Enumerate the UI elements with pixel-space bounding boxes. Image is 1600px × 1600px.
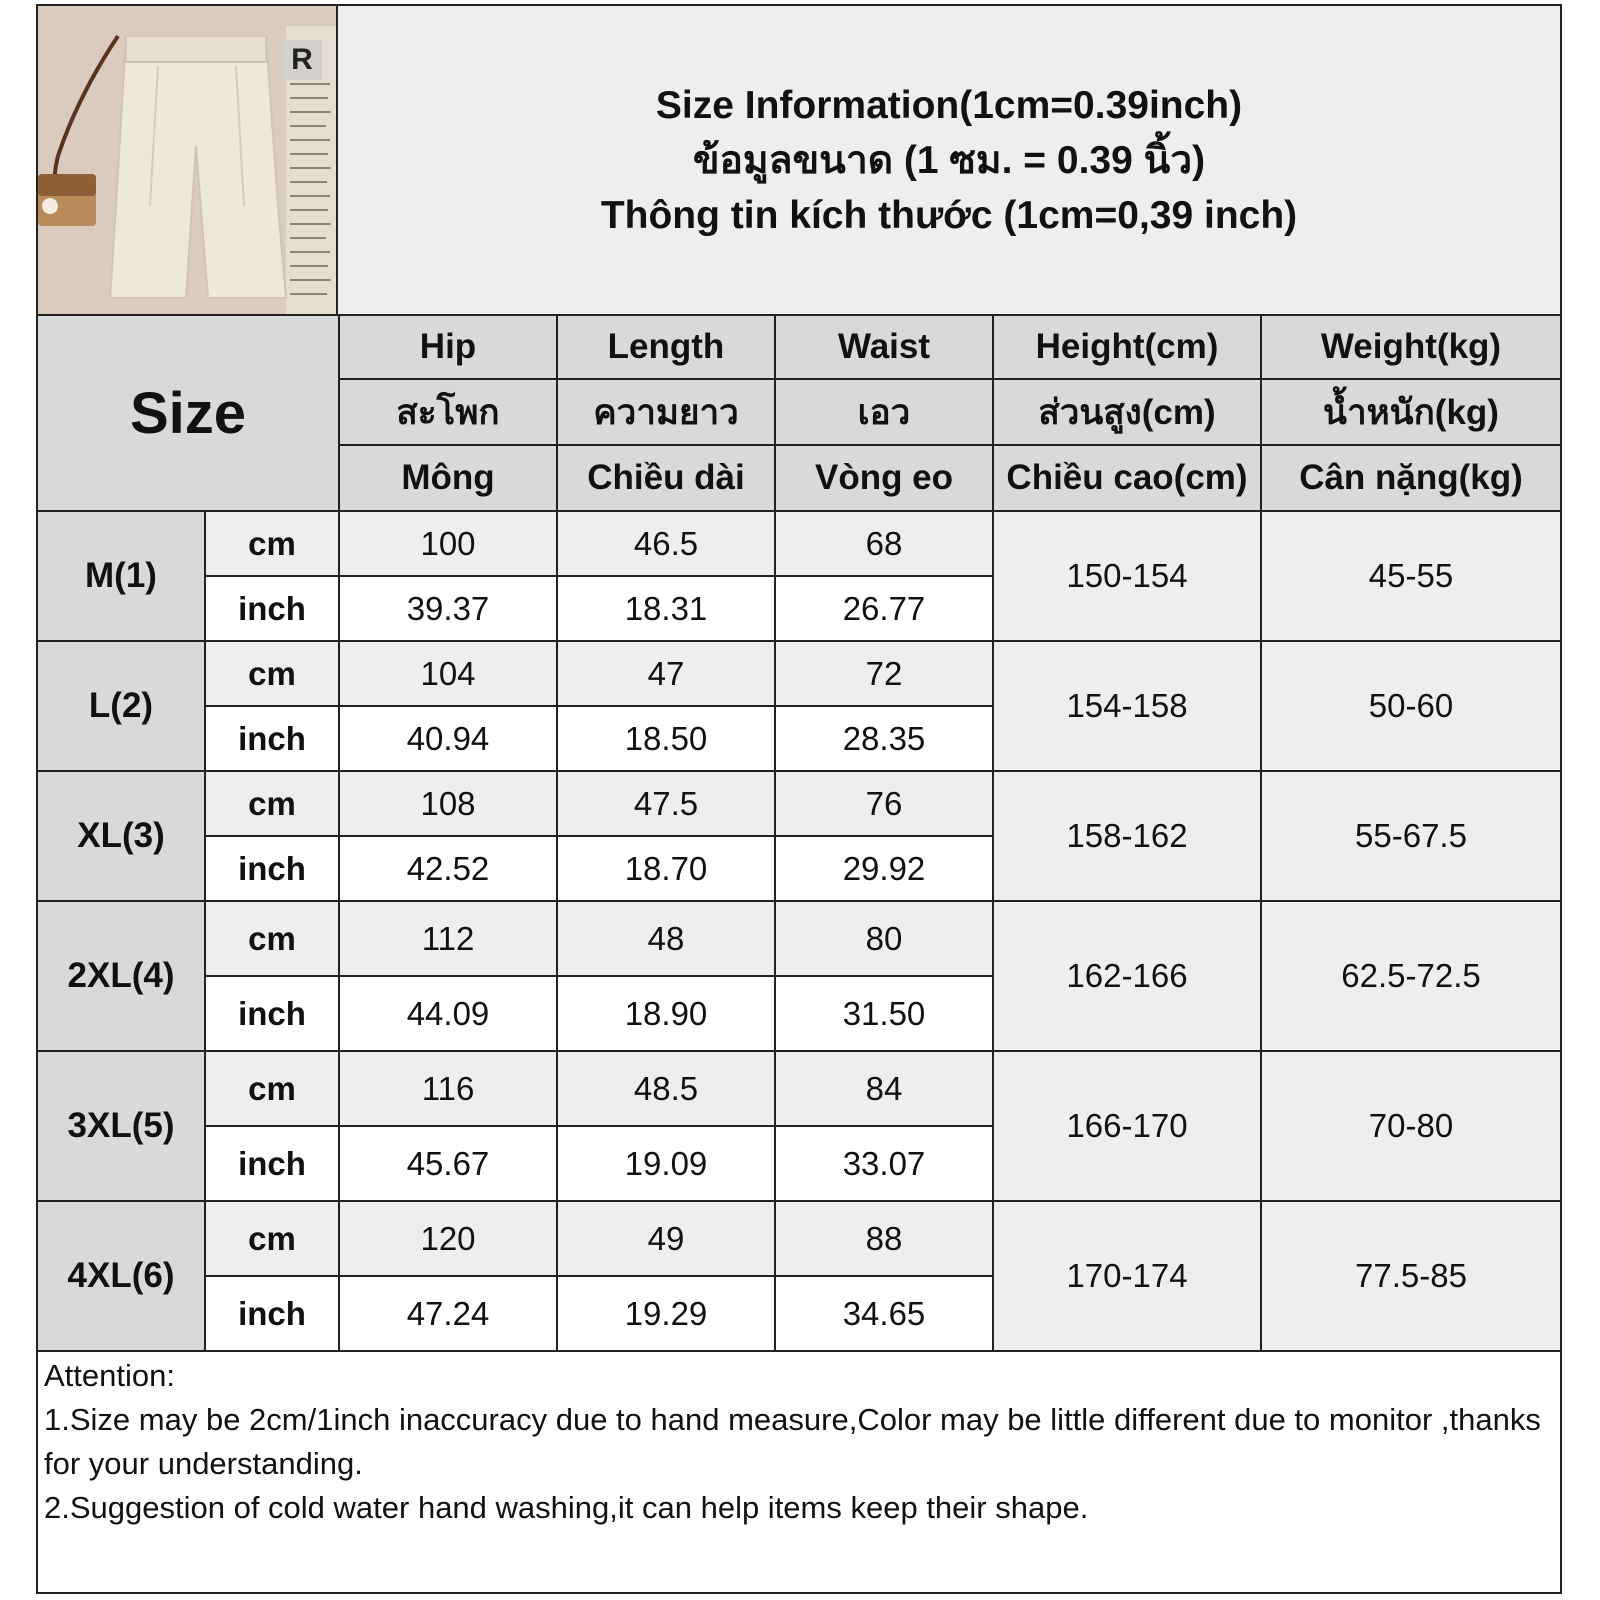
grid-line-v [204,902,206,1050]
grid-line-v [556,772,558,900]
unit-inch-label: inch [206,707,338,770]
grid-line-v [556,902,558,1050]
inch-value: 19.09 [558,1127,774,1200]
grid-line-v [338,772,340,900]
unit-cm-label: cm [206,902,338,975]
grid-line-v [1260,642,1262,770]
cm-value: 80 [776,902,992,975]
title-thai: ข้อมูลขนาด (1 ซม. = 0.39 นิ้ว) [692,138,1206,182]
height-range: 154-158 [994,642,1260,770]
grid-line-v [774,772,776,900]
height-range: 158-162 [994,772,1260,900]
weight-range: 77.5-85 [1262,1202,1560,1350]
grid-line-v [1260,1052,1262,1200]
inch-value: 31.50 [776,977,992,1050]
weight-range: 45-55 [1262,512,1560,640]
unit-inch-label: inch [206,1127,338,1200]
col-hip-vi: Mông [340,446,556,510]
grid-line-v [204,1202,206,1350]
grid-line-v [774,1202,776,1350]
cm-value: 116 [340,1052,556,1125]
grid-line-v [1260,314,1262,512]
height-range: 170-174 [994,1202,1260,1350]
attention-heading: Attention: [44,1358,175,1393]
inch-value: 40.94 [340,707,556,770]
unit-inch-label: inch [206,1277,338,1350]
grid-line-h [38,770,1560,772]
unit-inch-label: inch [206,577,338,640]
grid-line-v [338,902,340,1050]
cm-value: 46.5 [558,512,774,575]
col-waist-vi: Vòng eo [776,446,992,510]
grid-line-v [992,1202,994,1350]
grid-line-v [1260,512,1262,640]
cm-value: 49 [558,1202,774,1275]
grid-line-v [992,902,994,1050]
grid-line-h [38,900,1560,902]
inch-value: 34.65 [776,1277,992,1350]
grid-line-h [338,444,1560,446]
col-hip-en: Hip [340,316,556,378]
col-height-th: ส่วนสูง(cm) [994,380,1260,444]
grid-line-h [38,1050,1560,1052]
cm-value: 112 [340,902,556,975]
size-header: Size [38,316,338,510]
grid-line-v [1260,902,1262,1050]
inch-value: 18.90 [558,977,774,1050]
size-label: 4XL(6) [38,1202,204,1350]
weight-range: 55-67.5 [1262,772,1560,900]
title-english: Size Information(1cm=0.39inch) [655,83,1243,127]
inch-value: 18.70 [558,837,774,900]
col-waist-en: Waist [776,316,992,378]
height-range: 166-170 [994,1052,1260,1200]
weight-range: 62.5-72.5 [1262,902,1560,1050]
cm-value: 47.5 [558,772,774,835]
unit-cm-label: cm [206,772,338,835]
weight-range: 50-60 [1262,642,1560,770]
col-height-vi: Chiều cao(cm) [994,446,1260,510]
unit-cm-label: cm [206,642,338,705]
inch-value: 39.37 [340,577,556,640]
grid-line-v [556,1052,558,1200]
unit-cm-label: cm [206,512,338,575]
brand-logo-letter: R [291,43,313,76]
grid-line-v [992,772,994,900]
grid-line-v [556,642,558,770]
cm-value: 48 [558,902,774,975]
attention-note-1: 1.Size may be 2cm/1inch inaccuracy due to hand measure,Color may be little different due to monitor ,thanks for your understanding. [44,1402,1541,1481]
grid-line-v [556,1202,558,1350]
grid-line-h [204,705,992,707]
grid-line-v [338,512,340,640]
grid-line-h [204,1125,992,1127]
grid-line-v [556,512,558,640]
col-height-en: Height(cm) [994,316,1260,378]
col-length-th: ความยาว [558,380,774,444]
grid-line-v [556,314,558,512]
inch-value: 18.50 [558,707,774,770]
inch-value: 19.29 [558,1277,774,1350]
col-weight-vi: Cân nặng(kg) [1262,446,1560,510]
height-range: 162-166 [994,902,1260,1050]
grid-line-h [38,510,1560,512]
grid-line-h [204,1275,992,1277]
cm-value: 72 [776,642,992,705]
grid-line-h [338,378,1560,380]
grid-line-v [1260,1202,1262,1350]
unit-cm-label: cm [206,1202,338,1275]
inch-value: 18.31 [558,577,774,640]
col-length-vi: Chiều dài [558,446,774,510]
grid-line-v [774,902,776,1050]
grid-line-h [38,314,1560,316]
inch-value: 33.07 [776,1127,992,1200]
attention-note-2: 2.Suggestion of cold water hand washing,it can help items keep their shape. [44,1490,1089,1525]
inch-value: 42.52 [340,837,556,900]
inch-value: 29.92 [776,837,992,900]
grid-line-v [338,1202,340,1350]
grid-line-v [204,512,206,640]
title-box [338,6,1560,314]
col-weight-th: น้ำหนัก(kg) [1262,380,1560,444]
grid-line-v [204,772,206,900]
col-length-en: Length [558,316,774,378]
col-weight-en: Weight(kg) [1262,316,1560,378]
grid-line-v [204,1052,206,1200]
inch-value: 44.09 [340,977,556,1050]
grid-line-v [992,512,994,640]
unit-cm-label: cm [206,1052,338,1125]
brand-logo [282,40,322,80]
grid-line-h [38,1350,1560,1352]
grid-line-v [774,642,776,770]
size-label: 3XL(5) [38,1052,204,1200]
grid-line-h [204,975,992,977]
grid-line-v [774,1052,776,1200]
cm-value: 48.5 [558,1052,774,1125]
size-label: 2XL(4) [38,902,204,1050]
col-waist-th: เอว [776,380,992,444]
inch-value: 45.67 [340,1127,556,1200]
unit-inch-label: inch [206,977,338,1050]
grid-line-h [204,575,992,577]
inch-value: 26.77 [776,577,992,640]
col-hip-th: สะโพก [340,380,556,444]
product-photo [38,6,338,314]
size-label: M(1) [38,512,204,640]
grid-line-v [204,642,206,770]
grid-line-v [338,642,340,770]
inch-value: 28.35 [776,707,992,770]
grid-line-h [204,835,992,837]
grid-line-v [774,314,776,512]
cm-value: 88 [776,1202,992,1275]
cm-value: 104 [340,642,556,705]
title-vietnamese: Thông tin kích thước (1cm=0,39 inch) [600,193,1298,237]
cm-value: 108 [340,772,556,835]
cm-value: 100 [340,512,556,575]
cm-value: 84 [776,1052,992,1125]
grid-line-v [992,1052,994,1200]
cm-value: 120 [340,1202,556,1275]
attention-notes [44,1354,1549,1530]
size-chart [36,4,1562,1594]
height-range: 150-154 [994,512,1260,640]
grid-line-h [38,1200,1560,1202]
grid-line-v [1260,772,1262,900]
cm-value: 76 [776,772,992,835]
unit-inch-label: inch [206,837,338,900]
grid-line-v [992,642,994,770]
grid-line-v [774,512,776,640]
cm-value: 68 [776,512,992,575]
inch-value: 47.24 [340,1277,556,1350]
grid-line-v [338,314,340,512]
grid-line-v [992,314,994,512]
size-label: XL(3) [38,772,204,900]
size-label: L(2) [38,642,204,770]
grid-line-h [38,640,1560,642]
grid-line-v [338,1052,340,1200]
weight-range: 70-80 [1262,1052,1560,1200]
cm-value: 47 [558,642,774,705]
